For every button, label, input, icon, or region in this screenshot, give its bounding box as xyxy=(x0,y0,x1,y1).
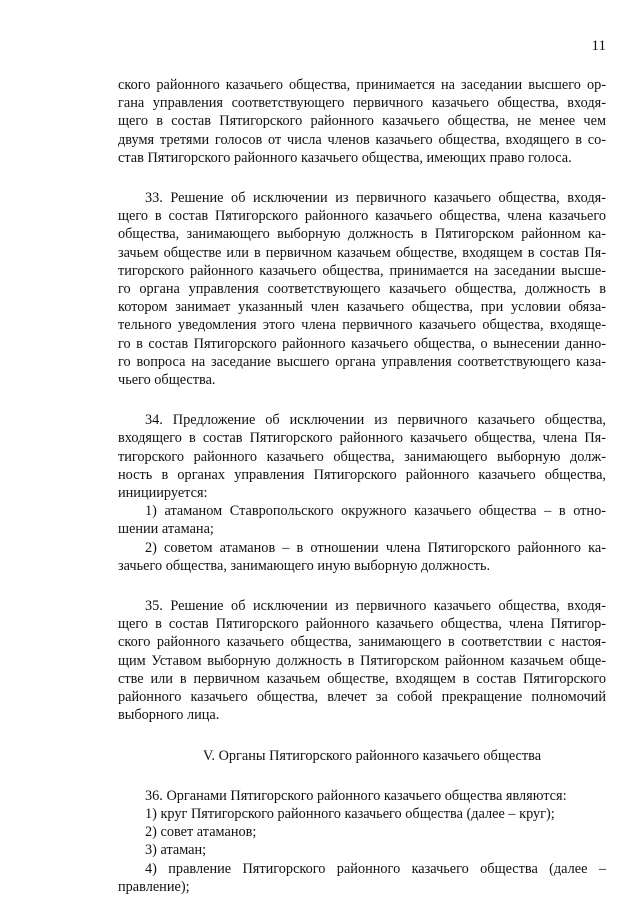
text-line: го вопроса на заседание высшего органа управления соответствующего каза- xyxy=(118,353,606,370)
text-line: входящего в состав Пятигорского районного казачьего общества, члена Пя- xyxy=(118,430,606,447)
text-line: выборного лица. xyxy=(118,707,220,724)
text-line: ского районного казачьего общества, занимающего в соответствии с настоя- xyxy=(118,634,606,651)
text-line: ского районного казачьего общества, принимается на заседании высшего ор- xyxy=(118,77,606,93)
clause-34 xyxy=(118,411,606,575)
clause-35 xyxy=(118,597,606,724)
text-line: зачьем обществе или в первичном казачьем обществе, входящем в состав Пя- xyxy=(118,244,606,261)
list-item-text: 4) правление Пятигорского районного казачьего общества (далее – xyxy=(145,860,606,877)
text-line: 35. Решение об исключении из первичного казачьего общества, входя- xyxy=(145,598,606,615)
page-number: 11 xyxy=(591,38,606,54)
text-line: го в состав Пятигорского районного казачьего общества, о вынесении данно- xyxy=(118,335,606,352)
text-line: щего в состав Пятигорского районного казачьего общества, не менее чем xyxy=(118,113,606,130)
text-line: гана управления соответствующего первичного казачьего общества, входя- xyxy=(118,95,606,112)
text-line: тигорского районного казачьего общества, занимающего выборную долж- xyxy=(118,448,606,465)
text-line: чьего общества. xyxy=(118,372,216,389)
text-line: став Пятигорского районного казачьего общества, имеющих право голоса. xyxy=(118,149,572,166)
text-line: го органа управления соответствующего казачьего общества, должность в xyxy=(118,281,606,298)
clause-33 xyxy=(118,189,606,389)
text-line: ность в органах управления Пятигорского районного казачьего общества, xyxy=(118,466,606,483)
document-body xyxy=(118,76,606,896)
list-item-text: 3) атаман; xyxy=(145,842,207,859)
text-line: инициируется: xyxy=(118,485,208,502)
list-item-text: 1) атаманом Ставропольского окружного казачьего общества – в отно- xyxy=(145,503,606,520)
text-line: тельного уведомления этого члена первичного казачьего общества, входяще- xyxy=(118,317,606,334)
text-line: общества, занимающего выборную должность в Пятигорском районном ка- xyxy=(118,226,606,243)
text-line: котором занимает указанный член казачьего общества, при условии обяза- xyxy=(118,299,606,316)
list-item-text: 2) советом атаманов – в отношении члена Пятигорского районного ка- xyxy=(145,539,606,556)
list-item-text: шении атамана; xyxy=(118,521,214,538)
text-line: щего в состав Пятигорского районного казачьего общества, члена Пятигор- xyxy=(118,616,606,633)
text-line: тигорского районного казачьего общества, принимается на заседании высше- xyxy=(118,262,606,279)
text-line: 34. Предложение об исключении из первичного казачьего общества, xyxy=(145,412,606,429)
list-item-text: правление); xyxy=(118,878,190,895)
list-item-text: 2) совет атаманов; xyxy=(145,824,257,841)
text-line: щего в состав Пятигорского районного казачьего общества, члена казачьего xyxy=(118,208,606,225)
text-line: 36. Органами Пятигорского районного казачьего общества являются: xyxy=(145,787,567,804)
list-item-text: зачьего общества, занимающего иную выборную должность. xyxy=(118,557,491,574)
section-heading: V. Органы Пятигорского районного казачьего общества xyxy=(202,747,542,764)
list-item-text: 1) круг Пятигорского районного казачьего общества (далее – круг); xyxy=(145,805,555,822)
text-line: стве или в первичном казачьем обществе, входящем в состав Пятигорского xyxy=(118,670,606,687)
text-line: щим Уставом выборную должность в Пятигорском районном казачьем обще- xyxy=(118,652,606,669)
text-line: районного казачьего общества, влечет за собой прекращение полномочий xyxy=(118,689,606,706)
continuation-paragraph xyxy=(118,76,606,167)
text-line: 33. Решение об исключении из первичного казачьего общества, входя- xyxy=(145,190,606,207)
clause-36 xyxy=(118,787,606,896)
text-line: двумя третями голосов от числа членов казачьего общества, входящего в со- xyxy=(118,131,606,148)
